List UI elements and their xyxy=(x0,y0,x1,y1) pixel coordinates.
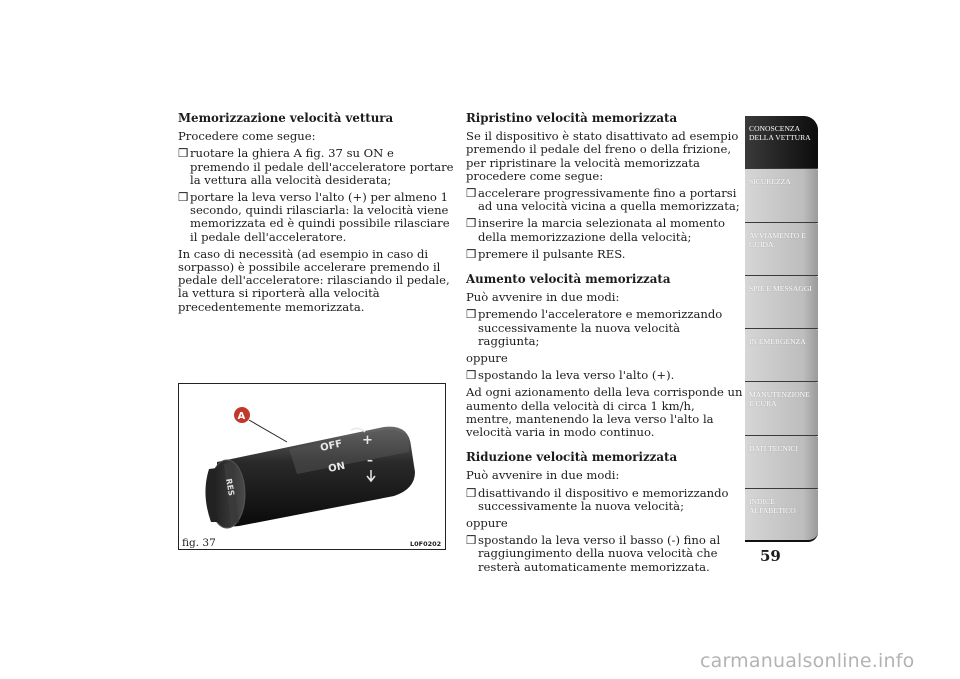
right-column xyxy=(466,112,744,578)
figure-stalk xyxy=(178,383,446,550)
intro-text: Procedere come segue: xyxy=(178,129,316,144)
heading-aumento: Aumento velocità memorizzata xyxy=(466,272,671,287)
left-column xyxy=(178,112,456,318)
leader-line xyxy=(249,420,287,442)
checkbox-bullet-icon: ❒ xyxy=(466,368,477,383)
checkbox-bullet-icon: ❒ xyxy=(466,186,477,201)
tab-conoscenza-della-vettura[interactable]: CONOSCENZA DELLA VETTURA xyxy=(745,116,818,169)
list-item: ❒ inserire la marcia selezionata al momento della memorizzazione della velocità; xyxy=(466,216,725,244)
tab-dati-tecnici[interactable]: DATI TECNICI xyxy=(745,436,818,489)
chapter-tabs xyxy=(745,116,818,542)
tab-avviamento-e-guida[interactable]: AVVIAMENTO E GUIDA xyxy=(745,223,818,276)
list-item: ❒ spostando la leva verso il basso (-) fino al raggiungimento della nuova velocità che resterà automaticamente memorizzata. xyxy=(466,533,721,574)
list-item: ❒ disattivando il dispositivo e memorizzando successivamente la nuova velocità; xyxy=(466,485,729,513)
checkbox-bullet-icon: ❒ xyxy=(466,533,477,548)
list-item: ❒ spostando la leva verso l'alto (+). xyxy=(466,368,675,383)
figure-caption: fig. 37 xyxy=(182,537,216,549)
figure-code: L0F0202 xyxy=(410,540,442,548)
tab-indice-alfabetico[interactable]: INDICE ALFABETICO xyxy=(745,489,818,542)
checkbox-bullet-icon: ❒ xyxy=(178,190,189,205)
tab-in-emergenza[interactable]: IN EMERGENZA xyxy=(745,329,818,382)
tab-manutenzione-e-cura[interactable]: MANUTENZIONE E CURA xyxy=(745,382,818,435)
watermark: carmanualsonline.info xyxy=(700,650,915,672)
off-label: OFF xyxy=(319,438,344,454)
paragraph-text: Se il dispositivo è stato disattivato ad esempio premendo il pedale del freno o della frizione, per ripristinare la velocità memorizzata procedere come segue: xyxy=(466,129,739,183)
res-label: RES xyxy=(224,477,236,497)
minus-label: – xyxy=(367,453,373,467)
list-item: ❒ premendo l'acceleratore e memorizzando successivamente la nuova velocità raggiunta; xyxy=(466,307,723,348)
list-item: ❒ accelerare progressivamente fino a portarsi ad una velocità vicina a quella memorizzata; xyxy=(466,186,740,214)
checkbox-bullet-icon: ❒ xyxy=(178,146,189,161)
tab-sicurezza[interactable]: SICUREZZA xyxy=(745,169,818,222)
page-number: 59 xyxy=(760,547,781,565)
list-item: ❒ premere il pulsante RES. xyxy=(466,246,626,261)
tab-spie-e-messaggi[interactable]: SPIE E MESSAGGI xyxy=(745,276,818,329)
checkbox-bullet-icon: ❒ xyxy=(466,485,477,500)
heading-ripristino: Ripristino velocità memorizzata xyxy=(466,111,678,125)
callout-label-a: A xyxy=(237,411,246,422)
checkbox-bullet-icon: ❒ xyxy=(466,307,477,322)
checkbox-bullet-icon: ❒ xyxy=(466,216,477,231)
heading-riduzione: Riduzione velocità memorizzata xyxy=(466,450,678,465)
plus-label: + xyxy=(362,433,373,448)
paragraph-text: Può avvenire in due modi: xyxy=(466,468,620,483)
checkbox-bullet-icon: ❒ xyxy=(466,246,477,261)
on-label: ON xyxy=(327,460,347,475)
or-text: oppure xyxy=(466,516,508,531)
list-item: ❒ portare la leva verso l'alto (+) per almeno 1 secondo, quindi rilasciarla: la velocità viene memorizzata ed è quindi possibile rilasciare il pedale dell'acceleratore. xyxy=(178,190,450,244)
or-text: oppure xyxy=(466,351,508,366)
list-item: ❒ ruotare la ghiera A fig. 37 su ON e premendo il pedale dell'acceleratore portare la vettura alla velocità desiderata; xyxy=(178,146,454,187)
cruise-control-stalk-illustration xyxy=(179,384,445,549)
paragraph-text: Può avvenire in due modi: xyxy=(466,290,620,305)
paragraph-text: Ad ogni azionamento della leva corrisponde un aumento della velocità di circa 1 km/h, mentre, mantenendo la leva verso l'alto la velocità varia in modo continuo. xyxy=(466,385,743,440)
heading-memorizzazione: Memorizzazione velocità vettura xyxy=(178,111,394,125)
paragraph-text: In caso di necessità (ad esempio in caso di sorpasso) è possibile accelerare premendo il pedale dell'acceleratore: rilasciando il pedale, la vettura si riporterà alla velocità precedentemente memorizzata. xyxy=(178,246,450,314)
